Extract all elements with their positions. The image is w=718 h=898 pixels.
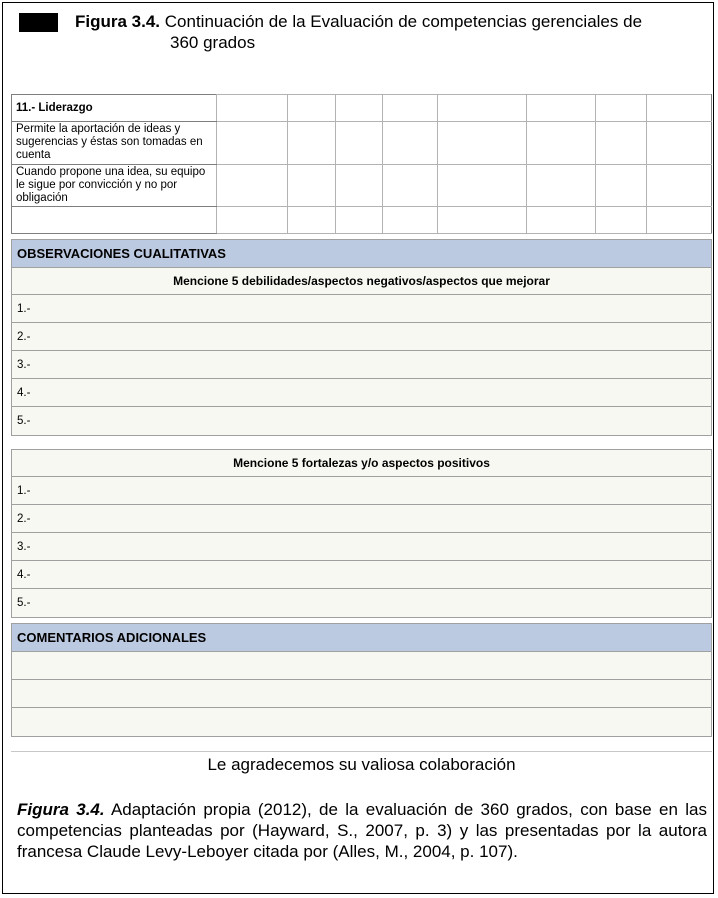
rating-cell[interactable] [596,165,647,207]
rating-cell[interactable] [647,122,712,165]
comment-row[interactable] [12,680,711,708]
weakness-row[interactable]: 2.- [12,323,711,351]
leadership-item-row [12,165,712,207]
strength-row[interactable]: 5.- [17,597,31,609]
thanks-text: Le agradecemos su valiosa colaboración [207,755,516,774]
weakness-row[interactable]: 1.- [12,295,711,323]
rating-cell[interactable] [527,207,596,234]
strengths-section [11,449,712,618]
weakness-row[interactable]: 4.- [12,379,711,407]
rating-cell[interactable] [217,165,288,207]
rating-cell[interactable] [596,95,647,122]
strength-row[interactable]: 1.- [12,477,711,505]
rating-cell[interactable] [383,122,438,165]
comment-row[interactable] [12,708,711,736]
comment-row[interactable] [12,652,711,680]
rating-cell[interactable] [383,95,438,122]
strength-row[interactable]: 4.- [12,561,711,589]
strength-row[interactable]: 3.- [12,533,711,561]
rating-cell[interactable] [438,95,527,122]
strength-row[interactable]: 2.- [12,505,711,533]
weaknesses-heading: Mencione 5 debilidades/aspectos negativos/aspectos que mejorar [12,268,711,295]
rating-cell[interactable] [336,207,383,234]
comments-section [11,623,712,737]
comments-title: COMENTARIOS ADICIONALES [12,624,711,652]
rating-cell[interactable] [336,122,383,165]
leadership-item [12,207,217,234]
rating-cell[interactable] [527,122,596,165]
rating-cell[interactable] [217,207,288,234]
figure-title-line2: 360 grados [170,33,256,52]
rating-cell[interactable] [438,165,527,207]
rating-cell[interactable] [527,165,596,207]
figure-title-line1: Continuación de la Evaluación de competencias gerenciales de [164,12,643,31]
page-frame [2,2,714,894]
divider [11,751,712,752]
strengths-heading: Mencione 5 fortalezas y/o aspectos positivos [12,450,711,477]
rating-cell[interactable] [596,207,647,234]
rating-cell[interactable] [647,207,712,234]
rating-cell[interactable] [336,95,383,122]
rating-cell[interactable] [647,95,712,122]
rating-cell[interactable] [336,165,383,207]
rating-cell[interactable] [288,165,336,207]
rating-cell[interactable] [217,95,288,122]
leadership-item: Permite la aportación de ideas y sugerencias y éstas son tomadas en cuenta [12,122,217,165]
leadership-item: Cuando propone una idea, su equipo le sigue por convicción y no por obligación [12,165,217,207]
leadership-header-row [12,95,712,122]
rating-cell[interactable] [527,95,596,122]
leadership-title: 11.- Liderazgo [12,95,217,122]
rating-cell[interactable] [438,122,527,165]
rating-cell[interactable] [647,165,712,207]
rating-cell[interactable] [288,122,336,165]
rating-cell[interactable] [383,207,438,234]
leadership-table [11,94,712,234]
rating-cell[interactable] [383,165,438,207]
observations-section [11,239,712,436]
leadership-item-row [12,122,712,165]
weakness-row[interactable]: 3.- [12,351,711,379]
figure-title [75,11,695,53]
figure-caption [17,799,707,862]
rating-cell[interactable] [217,122,288,165]
leadership-item-row [12,207,712,234]
rating-cell[interactable] [288,207,336,234]
observations-title: OBSERVACIONES CUALITATIVAS [12,240,711,268]
weakness-row[interactable]: 5.- [17,415,31,427]
caption-label: Figura 3.4. [17,800,105,819]
rating-cell[interactable] [596,122,647,165]
rating-cell[interactable] [438,207,527,234]
figure-label: Figura 3.4. [75,12,161,31]
caption-text: Adaptación propia (2012), de la evaluación de 360 grados, con base en las competencias planteadas por (Hayward, S., 2007, p. 3) y las presentadas por la autora francesa Claude Levy-Leboyer citada por (Alles, M., 2004, p. 107). [17,800,707,861]
black-marker [19,13,58,32]
rating-cell[interactable] [288,95,336,122]
